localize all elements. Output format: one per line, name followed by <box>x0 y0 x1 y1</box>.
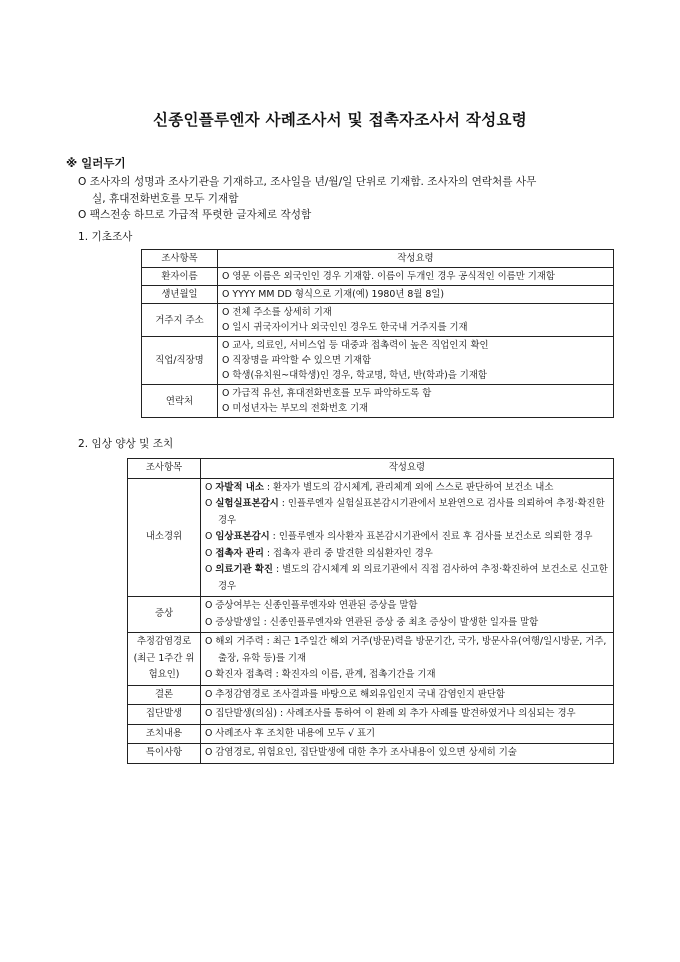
guideline-item: O 미성년자는 부모의 전화번호 기재 <box>222 403 369 414</box>
notice-bullet: O 팩스전송 하므로 가급적 뚜렷한 글자체로 작성함 <box>78 209 312 221</box>
table-row <box>128 685 614 705</box>
guideline-text: : 인플루엔자 실험실표본감시기관에서 보완연으로 검사를 의뢰하여 추정·확진한 경우 <box>218 498 605 526</box>
row-guideline <box>201 685 614 705</box>
row-guideline <box>218 337 614 385</box>
row-label: 직업/직장명 <box>142 337 218 385</box>
column-header: 조사항목 <box>128 459 201 479</box>
guideline-item: O 증상발생일 : 신종인플루엔자와 연관된 증상 중 최초 증상이 발생한 일자를 말함 <box>205 616 539 628</box>
row-label: 환자이름 <box>142 268 218 286</box>
guideline-item: O 실험실표본감시 : 인플루엔자 실험실표본감시기관에서 보완연으로 검사를 의뢰하여 추정·확진한 경우 <box>205 498 605 526</box>
section-title: 2. 임상 양상 및 조치 <box>78 438 174 450</box>
guideline-text: : 환자가 별도의 감시체계, 관리체계 외에 스스로 판단하여 보건소 내소 <box>263 481 554 493</box>
row-guideline <box>201 478 614 597</box>
guideline-term: 자발적 내소 <box>215 481 264 493</box>
notice-heading: ※ 일러두기 <box>66 156 126 170</box>
notice-bullet-continuation: 실, 휴대전화번호를 모두 기재함 <box>92 193 239 205</box>
guideline-item: O 감염경로, 위험요인, 집단발생에 대한 추가 조사내용이 있으면 상세히 기술 <box>205 747 517 758</box>
table-row <box>142 337 614 385</box>
column-header: 작성요령 <box>218 250 614 268</box>
guideline-item: O 임상표본감시 : 인플루엔자 의사환자 표본감시기관에서 진료 후 검사를 보건소로 의뢰한 경우 <box>205 531 593 542</box>
column-header: 조사항목 <box>142 250 218 268</box>
basic-info-table <box>141 249 614 418</box>
guideline-text: : 별도의 감시체계 외 의료기관에서 직접 검사하여 추정·확진하여 보건소로 신고한 경우 <box>218 564 608 592</box>
table-row <box>142 385 614 418</box>
row-label: 연락처 <box>142 385 218 418</box>
row-label: 거주지 주소 <box>142 304 218 337</box>
row-guideline <box>201 597 614 633</box>
column-header: 작성요령 <box>201 459 614 479</box>
table-row <box>128 724 614 744</box>
guideline-item: O 자발적 내소 : 환자가 별도의 감시체계, 관리체계 외에 스스로 판단하여 보건소 내소 <box>205 481 554 493</box>
section-title: 1. 기초조사 <box>78 231 133 243</box>
guideline-text: 집단발생(의심) : 사례조사를 통하여 이 환례 외 추가 사례를 발견하였거나 의심되는 경우 <box>215 708 576 719</box>
guideline-text: 감염경로, 위험요인, 집단발생에 대한 추가 조사내용이 있으면 상세히 기술 <box>215 747 517 758</box>
guideline-item: O 일시 귀국자이거나 외국인인 경우도 한국내 거주지를 기재 <box>222 322 468 333</box>
row-label: 내소경위 <box>128 478 201 597</box>
row-label: 증상 <box>128 597 201 633</box>
guideline-item: O 의료기관 확진 : 별도의 감시체계 외 의료기관에서 직접 검사하여 추정·확진하여 보건소로 신고한 경우 <box>205 564 608 592</box>
guideline-term: 접촉자 관리 <box>215 547 264 559</box>
document-title: 신종인플루엔자 사례조사서 및 접촉자조사서 작성요령 <box>152 111 528 129</box>
table-header-row <box>128 459 614 479</box>
row-label: 집단발생 <box>128 705 201 725</box>
table-row <box>142 286 614 304</box>
row-label: 조치내용 <box>128 724 201 744</box>
table-row <box>128 597 614 633</box>
row-label: 생년월일 <box>142 286 218 304</box>
row-guideline <box>201 744 614 764</box>
table-row <box>142 304 614 337</box>
row-label: 추정감염경로(최근 1주간 위험요인) <box>128 633 201 686</box>
guideline-item: O 증상여부는 신종인플루엔자와 연관된 증상을 말함 <box>205 600 418 611</box>
guideline-text: 확진자 접촉력 : 확진자의 이름, 관계, 접촉기간을 기재 <box>215 669 436 680</box>
guideline-item: O 학생(유치원~대학생)인 경우, 학교명, 학년, 반(학과)을 기재함 <box>222 370 487 381</box>
row-guideline <box>218 286 614 304</box>
row-guideline <box>218 385 614 418</box>
table-row <box>128 478 614 597</box>
guideline-item: O 영문 이름은 외국인인 경우 기재함. 이름이 두개인 경우 공식적인 이름만 기재함 <box>222 271 555 282</box>
guideline-item: O 전체 주소를 상세히 기재 <box>222 307 332 318</box>
row-guideline <box>201 724 614 744</box>
guideline-item: O 확진자 접촉력 : 확진자의 이름, 관계, 접촉기간을 기재 <box>205 669 436 680</box>
guideline-item: O 사례조사 후 조치한 내용에 모두 √ 표기 <box>205 727 376 739</box>
guideline-text: 증상발생일 : 신종인플루엔자와 연관된 증상 중 최초 증상이 발생한 일자를 말함 <box>215 616 539 628</box>
guideline-term: 실험실표본감시 <box>215 498 279 509</box>
guideline-item: O 접촉자 관리 : 접촉자 관리 중 발견한 의심환자인 경우 <box>205 547 433 559</box>
guideline-text: 해외 거주력 : 최근 1주일간 해외 거주(방문)력을 방문기간, 국가, 방문사유(여행/일시방문, 거주, 출장, 유학 등)를 기재 <box>215 636 607 664</box>
row-guideline <box>201 705 614 725</box>
guideline-item: O 가급적 유선, 휴대전화번호를 모두 파악하도록 함 <box>222 388 432 399</box>
row-guideline <box>218 268 614 286</box>
row-guideline <box>201 633 614 686</box>
clinical-table <box>127 458 614 764</box>
table-header-row <box>142 250 614 268</box>
guideline-item: O 교사, 의료인, 서비스업 등 대중과 접촉력이 높은 직업인지 확인 <box>222 340 489 351</box>
guideline-text: 증상여부는 신종인플루엔자와 연관된 증상을 말함 <box>215 600 418 611</box>
row-guideline <box>218 304 614 337</box>
table-row <box>142 268 614 286</box>
guideline-item: O 집단발생(의심) : 사례조사를 통하여 이 환례 외 추가 사례를 발견하였거나 의심되는 경우 <box>205 708 576 719</box>
guideline-text: 추정감염경로 조사결과를 바탕으로 해외유입인지 국내 감염인지 판단함 <box>215 688 505 700</box>
guideline-text: : 접촉자 관리 중 발견한 의심환자인 경우 <box>263 547 433 559</box>
guideline-text: 사례조사 후 조치한 내용에 모두 √ 표기 <box>215 727 376 739</box>
guideline-item: O YYYY MM DD 형식으로 기재(예) 1980년 8월 8일) <box>222 289 445 300</box>
row-label: 특이사항 <box>128 744 201 764</box>
table-row <box>128 633 614 686</box>
guideline-item: O 직장명을 파악할 수 있으면 기재함 <box>222 355 372 366</box>
row-label: 결론 <box>128 685 201 705</box>
guideline-term: 의료기관 확진 <box>215 564 273 575</box>
guideline-text: : 인플루엔자 의사환자 표본감시기관에서 진료 후 검사를 보건소로 의뢰한 경우 <box>269 531 593 542</box>
table-row <box>128 744 614 764</box>
notice-bullet <box>78 174 618 208</box>
guideline-item: O 추정감염경로 조사결과를 바탕으로 해외유입인지 국내 감염인지 판단함 <box>205 688 505 700</box>
notice-bullet-text: O 조사자의 성명과 조사기관을 기재하고, 조사일을 년/월/일 단위로 기재함. 조사자의 연락처를 사무 <box>78 176 537 188</box>
guideline-item: O 해외 거주력 : 최근 1주일간 해외 거주(방문)력을 방문기간, 국가, 방문사유(여행/일시방문, 거주, 출장, 유학 등)를 기재 <box>205 636 607 664</box>
guideline-term: 임상표본감시 <box>215 531 270 542</box>
table-row <box>128 705 614 725</box>
